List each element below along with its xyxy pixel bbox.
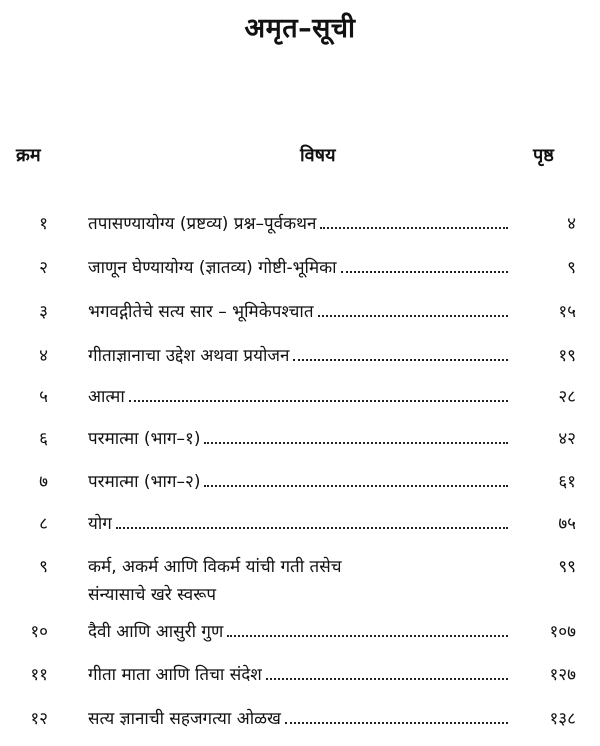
dot-leader	[318, 314, 508, 317]
entry-number: ७	[39, 472, 48, 492]
entry-page: ९९	[558, 557, 576, 577]
dot-leader	[266, 677, 508, 680]
entry-number: ३	[39, 302, 48, 322]
entry-number: ९	[39, 557, 48, 577]
entry-page: १०७	[549, 622, 576, 642]
entry-title: गीताज्ञानाचा उद्देश अथवा प्रयोजन	[88, 346, 290, 366]
entry-number: ५	[39, 387, 48, 407]
toc-row	[0, 384, 600, 412]
entry-page: ९	[567, 258, 576, 278]
dot-leader	[293, 358, 508, 361]
dot-leader	[320, 226, 508, 229]
dot-leader	[285, 721, 508, 724]
entry-title: भगवद्गीतेचे सत्य सार – भूमिकेपश्चात	[88, 302, 314, 322]
entry-title: तपासण्यायोग्य (प्रष्टव्य) प्रश्न–पूर्वकथन	[88, 214, 317, 234]
toc-row	[0, 299, 600, 327]
dot-leader	[116, 526, 508, 529]
toc-row	[0, 619, 600, 647]
entry-title: आत्मा	[88, 387, 125, 407]
header-page: पृष्ठ	[533, 145, 554, 166]
toc-row	[0, 554, 600, 610]
entry-page: १९	[558, 346, 576, 366]
entry-number: ८	[39, 514, 48, 534]
entry-page: २८	[558, 387, 576, 407]
toc-row	[0, 662, 600, 690]
dot-leader	[204, 441, 508, 444]
entry-title: परमात्मा (भाग–२)	[88, 472, 201, 492]
entry-title: गीता माता आणि तिचा संदेश	[88, 665, 262, 685]
dot-leader	[341, 270, 508, 273]
toc-row	[0, 469, 600, 497]
entry-title: परमात्मा (भाग–१)	[88, 429, 201, 449]
entry-number: २	[39, 258, 48, 278]
entry-page: १२७	[549, 665, 576, 685]
entry-page: ७५	[558, 514, 576, 534]
entry-title: कर्म, अकर्म आणि विकर्म यांची गती तसेच	[88, 557, 342, 577]
entry-title: योग	[88, 514, 112, 534]
toc-row	[0, 255, 600, 283]
dot-leader	[129, 399, 508, 402]
entry-page: ६१	[558, 472, 576, 492]
entry-page: १५	[558, 302, 576, 322]
entry-page: १३८	[549, 709, 576, 729]
entry-title: दैवी आणि आसुरी गुण	[88, 622, 224, 642]
header-subject: विषय	[300, 145, 336, 166]
page-title: अमृत–सूची	[244, 13, 356, 44]
toc-row	[0, 343, 600, 371]
entry-number: ११	[30, 665, 48, 685]
toc-row	[0, 426, 600, 454]
entry-number: ६	[39, 429, 48, 449]
entry-title: सत्य ज्ञानाची सहजगत्या ओळख	[88, 709, 281, 729]
entry-page: ४	[567, 214, 576, 234]
dot-leader	[227, 634, 508, 637]
dot-leader	[204, 484, 508, 487]
toc-row	[0, 511, 600, 539]
entry-page: ४२	[558, 429, 576, 449]
toc-row	[0, 706, 600, 734]
header-number: क्रम	[16, 145, 41, 166]
toc-row	[0, 211, 600, 239]
entry-title: जाणून घेण्यायोग्य (ज्ञातव्य) गोष्टी-भूमिका	[88, 258, 337, 278]
entry-title-continuation: संन्यासाचे खरे स्वरूप	[88, 585, 217, 605]
entry-number: ४	[39, 346, 48, 366]
entry-number: १२	[30, 709, 48, 729]
entry-number: १	[39, 214, 48, 234]
entry-number: १०	[30, 622, 48, 642]
